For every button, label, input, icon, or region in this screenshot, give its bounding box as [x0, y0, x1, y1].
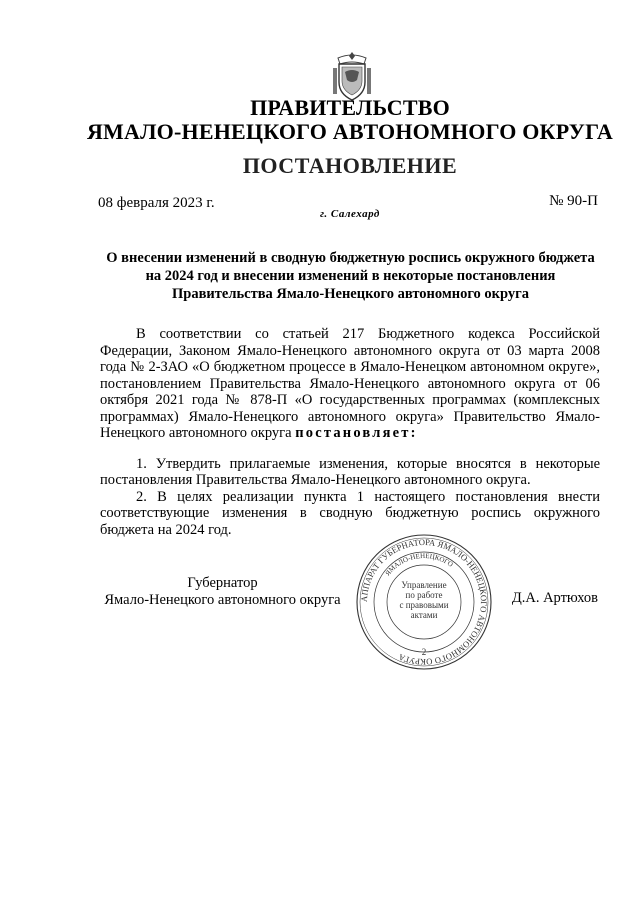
document-type: ПОСТАНОВЛЕНИЕ	[242, 153, 458, 178]
item-2-paragraph: 2. В целях реализации пункта 1 настоящего постановления внести соответствующие изменения в сводную бюджетную роспись окружного бюджета на 2024 год.	[100, 488, 600, 538]
signatory-name: Д.А. Артюхов	[511, 590, 598, 606]
signatory-position	[100, 575, 345, 609]
position-line: Ямало-Ненецкого автономного округа	[104, 592, 341, 608]
decides-word: постановляет:	[295, 425, 418, 441]
item-1-paragraph: 1. Утвердить прилагаемые изменения, которые вносятся в некоторые постановления Правительства Ямало-Ненецкого автономного округа.	[100, 455, 600, 488]
seal-inner-ring-text: ЯМАЛО-НЕНЕЦКОГО	[383, 551, 455, 578]
document-date: 08 февраля 2023 г.	[98, 195, 215, 211]
document-number: № 90-П	[549, 193, 598, 209]
seal-center-line: по работе	[405, 590, 443, 600]
position-line: Губернатор	[187, 575, 258, 591]
subject-line: на 2024 год и внесении изменений в некоторые постановления	[145, 268, 556, 284]
document-city: г. Салехард	[320, 208, 380, 220]
subject-line: О внесении изменений в сводную бюджетную роспись окружного бюджета	[106, 250, 595, 266]
government-title-line2: ЯМАЛО-НЕНЕЦКОГО АВТОНОМНОГО ОКРУГА	[86, 119, 614, 144]
seal-mark: 2	[421, 647, 427, 657]
subject-line: Правительства Ямало-Ненецкого автономного округа	[172, 286, 529, 302]
document-body	[100, 326, 600, 538]
seal-center-line: актами	[410, 610, 438, 620]
preamble-paragraph	[100, 326, 600, 442]
government-title-line1: ПРАВИТЕЛЬСТВО	[250, 95, 450, 120]
seal-center-line: с правовыми	[399, 600, 449, 610]
official-seal-stamp	[354, 532, 494, 672]
seal-ring-text: АППАРАТ ГУБЕРНАТОРА ЯМАЛО-НЕНЕЦКОГО АВТОНОМНОГО ОКРУГА	[358, 536, 490, 668]
preamble-text: В соответствии со статьей 217 Бюджетного кодекса Российской Федерации, Законом Ямало-Ненецкого автономного округа от 03 марта 2008 года № 2-ЗАО «О бюджетном процессе в Ямало-Ненецком автономном округе», постановлением Правительства Ямало-Ненецкого автономного округа от 06 октября 2021 года № 878-П «О государственных программах (комплексных программах) Ямало-Ненецкого автономного округа» Правительство Ямало-Ненецкого автономного округа	[100, 326, 600, 441]
seal-center-line: Управление	[401, 580, 447, 590]
document-subject	[98, 249, 603, 303]
